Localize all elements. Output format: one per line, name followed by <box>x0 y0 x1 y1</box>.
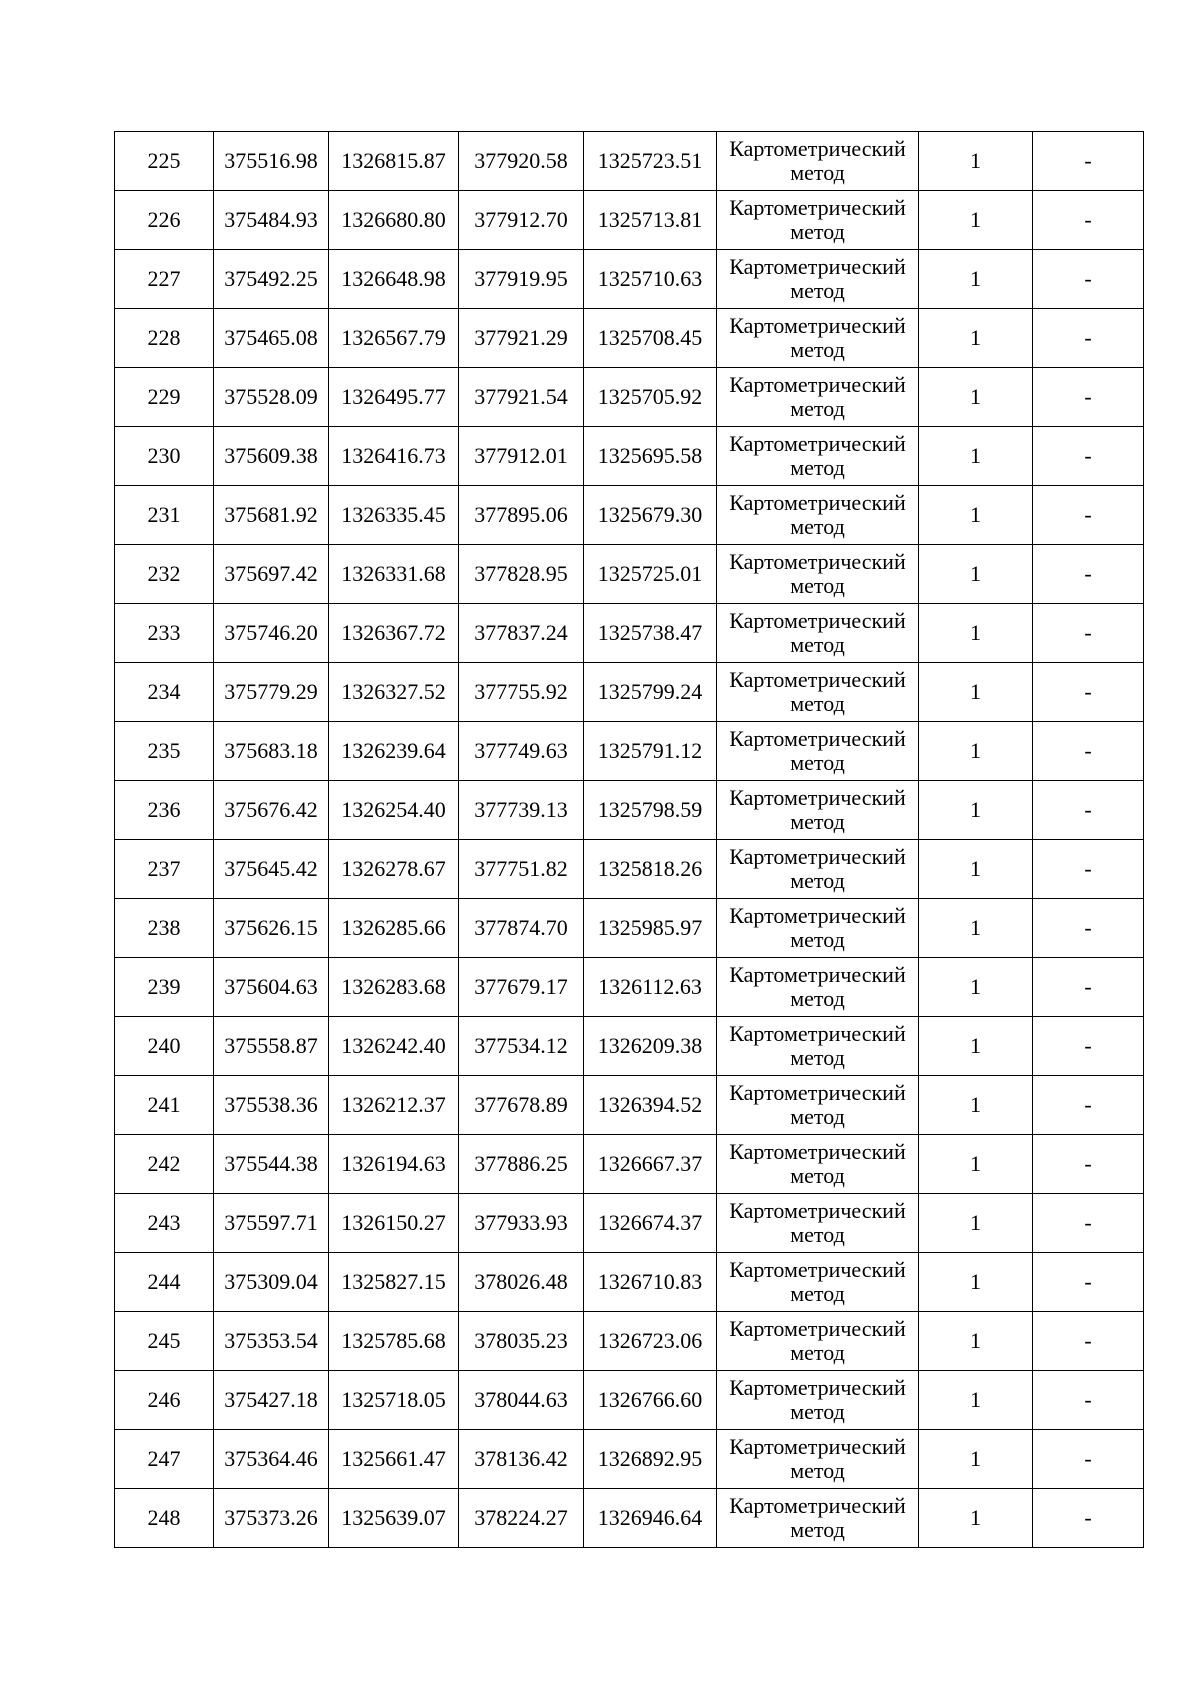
accuracy-cell: 1 <box>919 1489 1033 1548</box>
x-new-cell: 377837.24 <box>459 604 584 663</box>
method-cell: Картометрический метод <box>717 545 919 604</box>
x-old-cell: 375544.38 <box>214 1135 329 1194</box>
point-number-cell: 229 <box>115 368 214 427</box>
x-new-cell: 377755.92 <box>459 663 584 722</box>
table-row <box>115 191 1144 250</box>
point-number-cell: 227 <box>115 250 214 309</box>
y-old-cell: 1326327.52 <box>329 663 459 722</box>
y-old-cell: 1326254.40 <box>329 781 459 840</box>
note-cell: - <box>1033 368 1144 427</box>
x-new-cell: 377749.63 <box>459 722 584 781</box>
point-number-cell: 248 <box>115 1489 214 1548</box>
y-old-cell: 1326335.45 <box>329 486 459 545</box>
table-row <box>115 1135 1144 1194</box>
accuracy-cell: 1 <box>919 958 1033 1017</box>
x-old-cell: 375484.93 <box>214 191 329 250</box>
y-new-cell: 1325679.30 <box>584 486 717 545</box>
y-new-cell: 1326112.63 <box>584 958 717 1017</box>
method-cell: Картометрический метод <box>717 722 919 781</box>
x-new-cell: 377678.89 <box>459 1076 584 1135</box>
x-new-cell: 378136.42 <box>459 1430 584 1489</box>
x-old-cell: 375645.42 <box>214 840 329 899</box>
table-row <box>115 1371 1144 1430</box>
method-cell: Картометрический метод <box>717 1371 919 1430</box>
accuracy-cell: 1 <box>919 1312 1033 1371</box>
x-old-cell: 375353.54 <box>214 1312 329 1371</box>
y-new-cell: 1326710.83 <box>584 1253 717 1312</box>
note-cell: - <box>1033 958 1144 1017</box>
x-old-cell: 375746.20 <box>214 604 329 663</box>
x-new-cell: 377886.25 <box>459 1135 584 1194</box>
x-old-cell: 375465.08 <box>214 309 329 368</box>
y-new-cell: 1325791.12 <box>584 722 717 781</box>
point-number-cell: 243 <box>115 1194 214 1253</box>
table-row <box>115 840 1144 899</box>
x-old-cell: 375528.09 <box>214 368 329 427</box>
table-row <box>115 1312 1144 1371</box>
point-number-cell: 225 <box>115 132 214 191</box>
y-old-cell: 1326331.68 <box>329 545 459 604</box>
y-new-cell: 1325798.59 <box>584 781 717 840</box>
table-row <box>115 1253 1144 1312</box>
x-old-cell: 375364.46 <box>214 1430 329 1489</box>
accuracy-cell: 1 <box>919 368 1033 427</box>
x-old-cell: 375538.36 <box>214 1076 329 1135</box>
y-new-cell: 1326674.37 <box>584 1194 717 1253</box>
note-cell: - <box>1033 250 1144 309</box>
method-cell: Картометрический метод <box>717 1312 919 1371</box>
y-new-cell: 1325705.92 <box>584 368 717 427</box>
y-old-cell: 1326278.67 <box>329 840 459 899</box>
y-new-cell: 1326766.60 <box>584 1371 717 1430</box>
y-new-cell: 1325738.47 <box>584 604 717 663</box>
y-old-cell: 1326150.27 <box>329 1194 459 1253</box>
table-row <box>115 604 1144 663</box>
note-cell: - <box>1033 132 1144 191</box>
y-old-cell: 1326367.72 <box>329 604 459 663</box>
method-cell: Картометрический метод <box>717 1135 919 1194</box>
y-old-cell: 1325827.15 <box>329 1253 459 1312</box>
note-cell: - <box>1033 781 1144 840</box>
point-number-cell: 235 <box>115 722 214 781</box>
x-old-cell: 375683.18 <box>214 722 329 781</box>
method-cell: Картометрический метод <box>717 958 919 1017</box>
method-cell: Картометрический метод <box>717 781 919 840</box>
y-new-cell: 1326723.06 <box>584 1312 717 1371</box>
note-cell: - <box>1033 840 1144 899</box>
note-cell: - <box>1033 1076 1144 1135</box>
method-cell: Картометрический метод <box>717 368 919 427</box>
accuracy-cell: 1 <box>919 840 1033 899</box>
coordinates-table <box>114 131 1144 1548</box>
method-cell: Картометрический метод <box>717 663 919 722</box>
method-cell: Картометрический метод <box>717 604 919 663</box>
accuracy-cell: 1 <box>919 781 1033 840</box>
x-old-cell: 375604.63 <box>214 958 329 1017</box>
y-new-cell: 1325723.51 <box>584 132 717 191</box>
y-new-cell: 1325818.26 <box>584 840 717 899</box>
point-number-cell: 234 <box>115 663 214 722</box>
table-row <box>115 427 1144 486</box>
x-new-cell: 377739.13 <box>459 781 584 840</box>
table-row <box>115 1194 1144 1253</box>
method-cell: Картометрический метод <box>717 309 919 368</box>
accuracy-cell: 1 <box>919 1076 1033 1135</box>
method-cell: Картометрический метод <box>717 132 919 191</box>
x-new-cell: 377534.12 <box>459 1017 584 1076</box>
y-new-cell: 1325695.58 <box>584 427 717 486</box>
accuracy-cell: 1 <box>919 604 1033 663</box>
table-row <box>115 781 1144 840</box>
coordinates-table-body <box>115 132 1144 1548</box>
point-number-cell: 236 <box>115 781 214 840</box>
x-old-cell: 375676.42 <box>214 781 329 840</box>
note-cell: - <box>1033 899 1144 958</box>
accuracy-cell: 1 <box>919 427 1033 486</box>
note-cell: - <box>1033 1253 1144 1312</box>
x-new-cell: 377912.01 <box>459 427 584 486</box>
x-new-cell: 378026.48 <box>459 1253 584 1312</box>
note-cell: - <box>1033 722 1144 781</box>
method-cell: Картометрический метод <box>717 1194 919 1253</box>
y-new-cell: 1325708.45 <box>584 309 717 368</box>
y-new-cell: 1326892.95 <box>584 1430 717 1489</box>
accuracy-cell: 1 <box>919 1194 1033 1253</box>
point-number-cell: 246 <box>115 1371 214 1430</box>
method-cell: Картометрический метод <box>717 1017 919 1076</box>
y-old-cell: 1325661.47 <box>329 1430 459 1489</box>
x-new-cell: 377912.70 <box>459 191 584 250</box>
x-old-cell: 375516.98 <box>214 132 329 191</box>
table-row <box>115 899 1144 958</box>
x-old-cell: 375558.87 <box>214 1017 329 1076</box>
x-old-cell: 375697.42 <box>214 545 329 604</box>
method-cell: Картометрический метод <box>717 1076 919 1135</box>
x-new-cell: 378035.23 <box>459 1312 584 1371</box>
note-cell: - <box>1033 309 1144 368</box>
accuracy-cell: 1 <box>919 722 1033 781</box>
y-old-cell: 1326194.63 <box>329 1135 459 1194</box>
note-cell: - <box>1033 1371 1144 1430</box>
y-old-cell: 1326680.80 <box>329 191 459 250</box>
point-number-cell: 247 <box>115 1430 214 1489</box>
table-row <box>115 958 1144 1017</box>
note-cell: - <box>1033 1194 1144 1253</box>
table-row <box>115 663 1144 722</box>
x-old-cell: 375681.92 <box>214 486 329 545</box>
point-number-cell: 244 <box>115 1253 214 1312</box>
accuracy-cell: 1 <box>919 899 1033 958</box>
accuracy-cell: 1 <box>919 486 1033 545</box>
method-cell: Картометрический метод <box>717 486 919 545</box>
y-old-cell: 1326416.73 <box>329 427 459 486</box>
method-cell: Картометрический метод <box>717 1489 919 1548</box>
y-new-cell: 1326946.64 <box>584 1489 717 1548</box>
table-row <box>115 132 1144 191</box>
note-cell: - <box>1033 663 1144 722</box>
x-new-cell: 377919.95 <box>459 250 584 309</box>
table-row <box>115 1489 1144 1548</box>
y-old-cell: 1326239.64 <box>329 722 459 781</box>
accuracy-cell: 1 <box>919 1430 1033 1489</box>
x-new-cell: 377921.54 <box>459 368 584 427</box>
method-cell: Картометрический метод <box>717 191 919 250</box>
x-new-cell: 377751.82 <box>459 840 584 899</box>
point-number-cell: 242 <box>115 1135 214 1194</box>
accuracy-cell: 1 <box>919 1253 1033 1312</box>
y-new-cell: 1325710.63 <box>584 250 717 309</box>
accuracy-cell: 1 <box>919 1135 1033 1194</box>
x-new-cell: 377874.70 <box>459 899 584 958</box>
point-number-cell: 226 <box>115 191 214 250</box>
table-row <box>115 368 1144 427</box>
accuracy-cell: 1 <box>919 1371 1033 1430</box>
point-number-cell: 232 <box>115 545 214 604</box>
point-number-cell: 245 <box>115 1312 214 1371</box>
y-new-cell: 1326209.38 <box>584 1017 717 1076</box>
point-number-cell: 240 <box>115 1017 214 1076</box>
y-new-cell: 1325985.97 <box>584 899 717 958</box>
table-row <box>115 1430 1144 1489</box>
point-number-cell: 241 <box>115 1076 214 1135</box>
x-old-cell: 375597.71 <box>214 1194 329 1253</box>
point-number-cell: 239 <box>115 958 214 1017</box>
y-new-cell: 1325713.81 <box>584 191 717 250</box>
note-cell: - <box>1033 486 1144 545</box>
table-row <box>115 1076 1144 1135</box>
method-cell: Картометрический метод <box>717 250 919 309</box>
y-old-cell: 1326212.37 <box>329 1076 459 1135</box>
accuracy-cell: 1 <box>919 250 1033 309</box>
y-old-cell: 1326815.87 <box>329 132 459 191</box>
accuracy-cell: 1 <box>919 132 1033 191</box>
x-new-cell: 378224.27 <box>459 1489 584 1548</box>
y-old-cell: 1326648.98 <box>329 250 459 309</box>
table-row <box>115 250 1144 309</box>
x-old-cell: 375492.25 <box>214 250 329 309</box>
point-number-cell: 228 <box>115 309 214 368</box>
table-row <box>115 545 1144 604</box>
point-number-cell: 237 <box>115 840 214 899</box>
note-cell: - <box>1033 1489 1144 1548</box>
method-cell: Картометрический метод <box>717 1430 919 1489</box>
method-cell: Картометрический метод <box>717 427 919 486</box>
x-old-cell: 375309.04 <box>214 1253 329 1312</box>
x-old-cell: 375626.15 <box>214 899 329 958</box>
y-old-cell: 1325718.05 <box>329 1371 459 1430</box>
note-cell: - <box>1033 1017 1144 1076</box>
note-cell: - <box>1033 191 1144 250</box>
accuracy-cell: 1 <box>919 309 1033 368</box>
note-cell: - <box>1033 1430 1144 1489</box>
x-old-cell: 375609.38 <box>214 427 329 486</box>
x-new-cell: 377895.06 <box>459 486 584 545</box>
y-old-cell: 1325639.07 <box>329 1489 459 1548</box>
accuracy-cell: 1 <box>919 191 1033 250</box>
note-cell: - <box>1033 545 1144 604</box>
x-old-cell: 375779.29 <box>214 663 329 722</box>
point-number-cell: 233 <box>115 604 214 663</box>
y-old-cell: 1326495.77 <box>329 368 459 427</box>
y-new-cell: 1325725.01 <box>584 545 717 604</box>
table-row <box>115 722 1144 781</box>
x-new-cell: 377920.58 <box>459 132 584 191</box>
table-row <box>115 1017 1144 1076</box>
y-old-cell: 1326285.66 <box>329 899 459 958</box>
y-old-cell: 1325785.68 <box>329 1312 459 1371</box>
y-new-cell: 1326394.52 <box>584 1076 717 1135</box>
y-old-cell: 1326242.40 <box>329 1017 459 1076</box>
note-cell: - <box>1033 1312 1144 1371</box>
note-cell: - <box>1033 427 1144 486</box>
x-new-cell: 377679.17 <box>459 958 584 1017</box>
y-new-cell: 1325799.24 <box>584 663 717 722</box>
method-cell: Картометрический метод <box>717 899 919 958</box>
accuracy-cell: 1 <box>919 663 1033 722</box>
x-new-cell: 377828.95 <box>459 545 584 604</box>
note-cell: - <box>1033 604 1144 663</box>
accuracy-cell: 1 <box>919 1017 1033 1076</box>
point-number-cell: 238 <box>115 899 214 958</box>
x-new-cell: 378044.63 <box>459 1371 584 1430</box>
note-cell: - <box>1033 1135 1144 1194</box>
x-new-cell: 377921.29 <box>459 309 584 368</box>
x-old-cell: 375427.18 <box>214 1371 329 1430</box>
x-new-cell: 377933.93 <box>459 1194 584 1253</box>
accuracy-cell: 1 <box>919 545 1033 604</box>
x-old-cell: 375373.26 <box>214 1489 329 1548</box>
y-old-cell: 1326567.79 <box>329 309 459 368</box>
y-old-cell: 1326283.68 <box>329 958 459 1017</box>
table-row <box>115 309 1144 368</box>
point-number-cell: 231 <box>115 486 214 545</box>
point-number-cell: 230 <box>115 427 214 486</box>
method-cell: Картометрический метод <box>717 840 919 899</box>
y-new-cell: 1326667.37 <box>584 1135 717 1194</box>
table-row <box>115 486 1144 545</box>
method-cell: Картометрический метод <box>717 1253 919 1312</box>
